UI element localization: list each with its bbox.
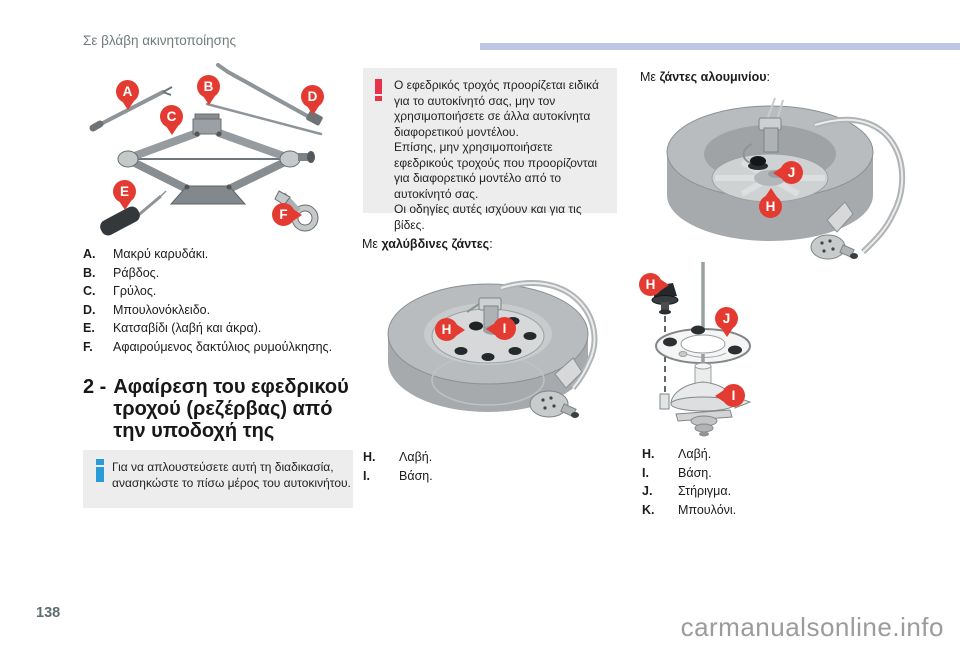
steel-wheels-legend xyxy=(363,448,433,485)
pin-label-h-steel: H xyxy=(435,318,458,341)
legend-item: E. Κατσαβίδι (λαβή και άκρα). xyxy=(83,321,262,336)
steel-wheels-caption: Με χαλύβδινες ζάντες: xyxy=(362,237,493,251)
pin-label-a: A xyxy=(116,80,139,103)
pin-label-i-steel: I xyxy=(493,317,516,340)
pin-label-e: E xyxy=(113,180,136,203)
pin-label-h-alloy: H xyxy=(759,195,782,218)
pin-label-f: F xyxy=(272,203,295,226)
legend-item: K. Μπουλόνι. xyxy=(642,502,737,517)
watermark-text: carmanualsonline.info xyxy=(680,612,944,642)
header-accent-bar xyxy=(480,43,960,50)
pin-label-j-support: J xyxy=(715,307,738,330)
page-header-title: Σε βλάβη ακινητοποίησης xyxy=(83,33,237,48)
page-number: 138 xyxy=(36,605,61,621)
section-title: Αφαίρεση του εφεδρικού τροχού (ρεζέρβας) από την υποδοχή της xyxy=(113,376,349,442)
warning-exclamation-icon xyxy=(375,79,382,101)
info-note-text: Για να απλουστεύσετε αυτή τη διαδικασία, ανασηκώστε το πίσω μέρος του αυτοκινήτου. xyxy=(112,460,351,490)
pin-label-c: C xyxy=(160,105,183,128)
warning-box xyxy=(363,68,617,232)
alloy-wheels-caption: Με ζάντες αλουμινίου: xyxy=(640,70,770,84)
pin-label-j-alloy: J xyxy=(780,161,803,184)
legend-item: J. Στήριγμα. xyxy=(642,484,732,499)
legend-item: D. Μπουλονόκλειδο. xyxy=(83,302,211,317)
legend-item: B. Ράβδος. xyxy=(83,265,160,280)
legend-item: I. Βάση. xyxy=(642,465,712,480)
pin-label-b: B xyxy=(197,75,220,98)
legend-item: I. Βάση. xyxy=(363,468,433,483)
pin-label-h-support: H xyxy=(639,273,662,296)
alloy-wheels-legend xyxy=(642,445,736,519)
legend-item: F. Αφαιρούμενος δακτύλιος ρυμούλκησης. xyxy=(83,339,333,354)
steel-wheel-illustration xyxy=(383,262,608,442)
info-icon xyxy=(96,459,104,482)
section-heading xyxy=(83,376,349,442)
legend-item: H. Λαβή. xyxy=(363,450,433,464)
info-note-box xyxy=(83,450,353,508)
warning-text: Ο εφεδρικός τροχός προορίζεται ειδικά για το αυτοκίνητό σας, μην τον χρησιμοποιήσετε σε άλλα αυτοκίνητα διαφορετικού μοντέλου. Επίσης, μην χρησιμοποιήσετε εφεδρικούς τροχούς που προορίζονται για διαφορετικό μοντέλο από το αυτοκίνητό σας. Οι οδηγίες αυτές ισχύουν και για τις βίδες. xyxy=(394,78,599,232)
legend-item: A. Μακρύ καρυδάκι. xyxy=(83,247,209,261)
section-number: 2 - xyxy=(83,376,107,398)
pin-label-i-support: I xyxy=(722,384,745,407)
legend-item: H. Λαβή. xyxy=(642,447,712,461)
pin-label-d: D xyxy=(301,85,324,108)
tools-legend xyxy=(83,245,332,357)
legend-item: C. Γρύλος. xyxy=(83,284,157,299)
